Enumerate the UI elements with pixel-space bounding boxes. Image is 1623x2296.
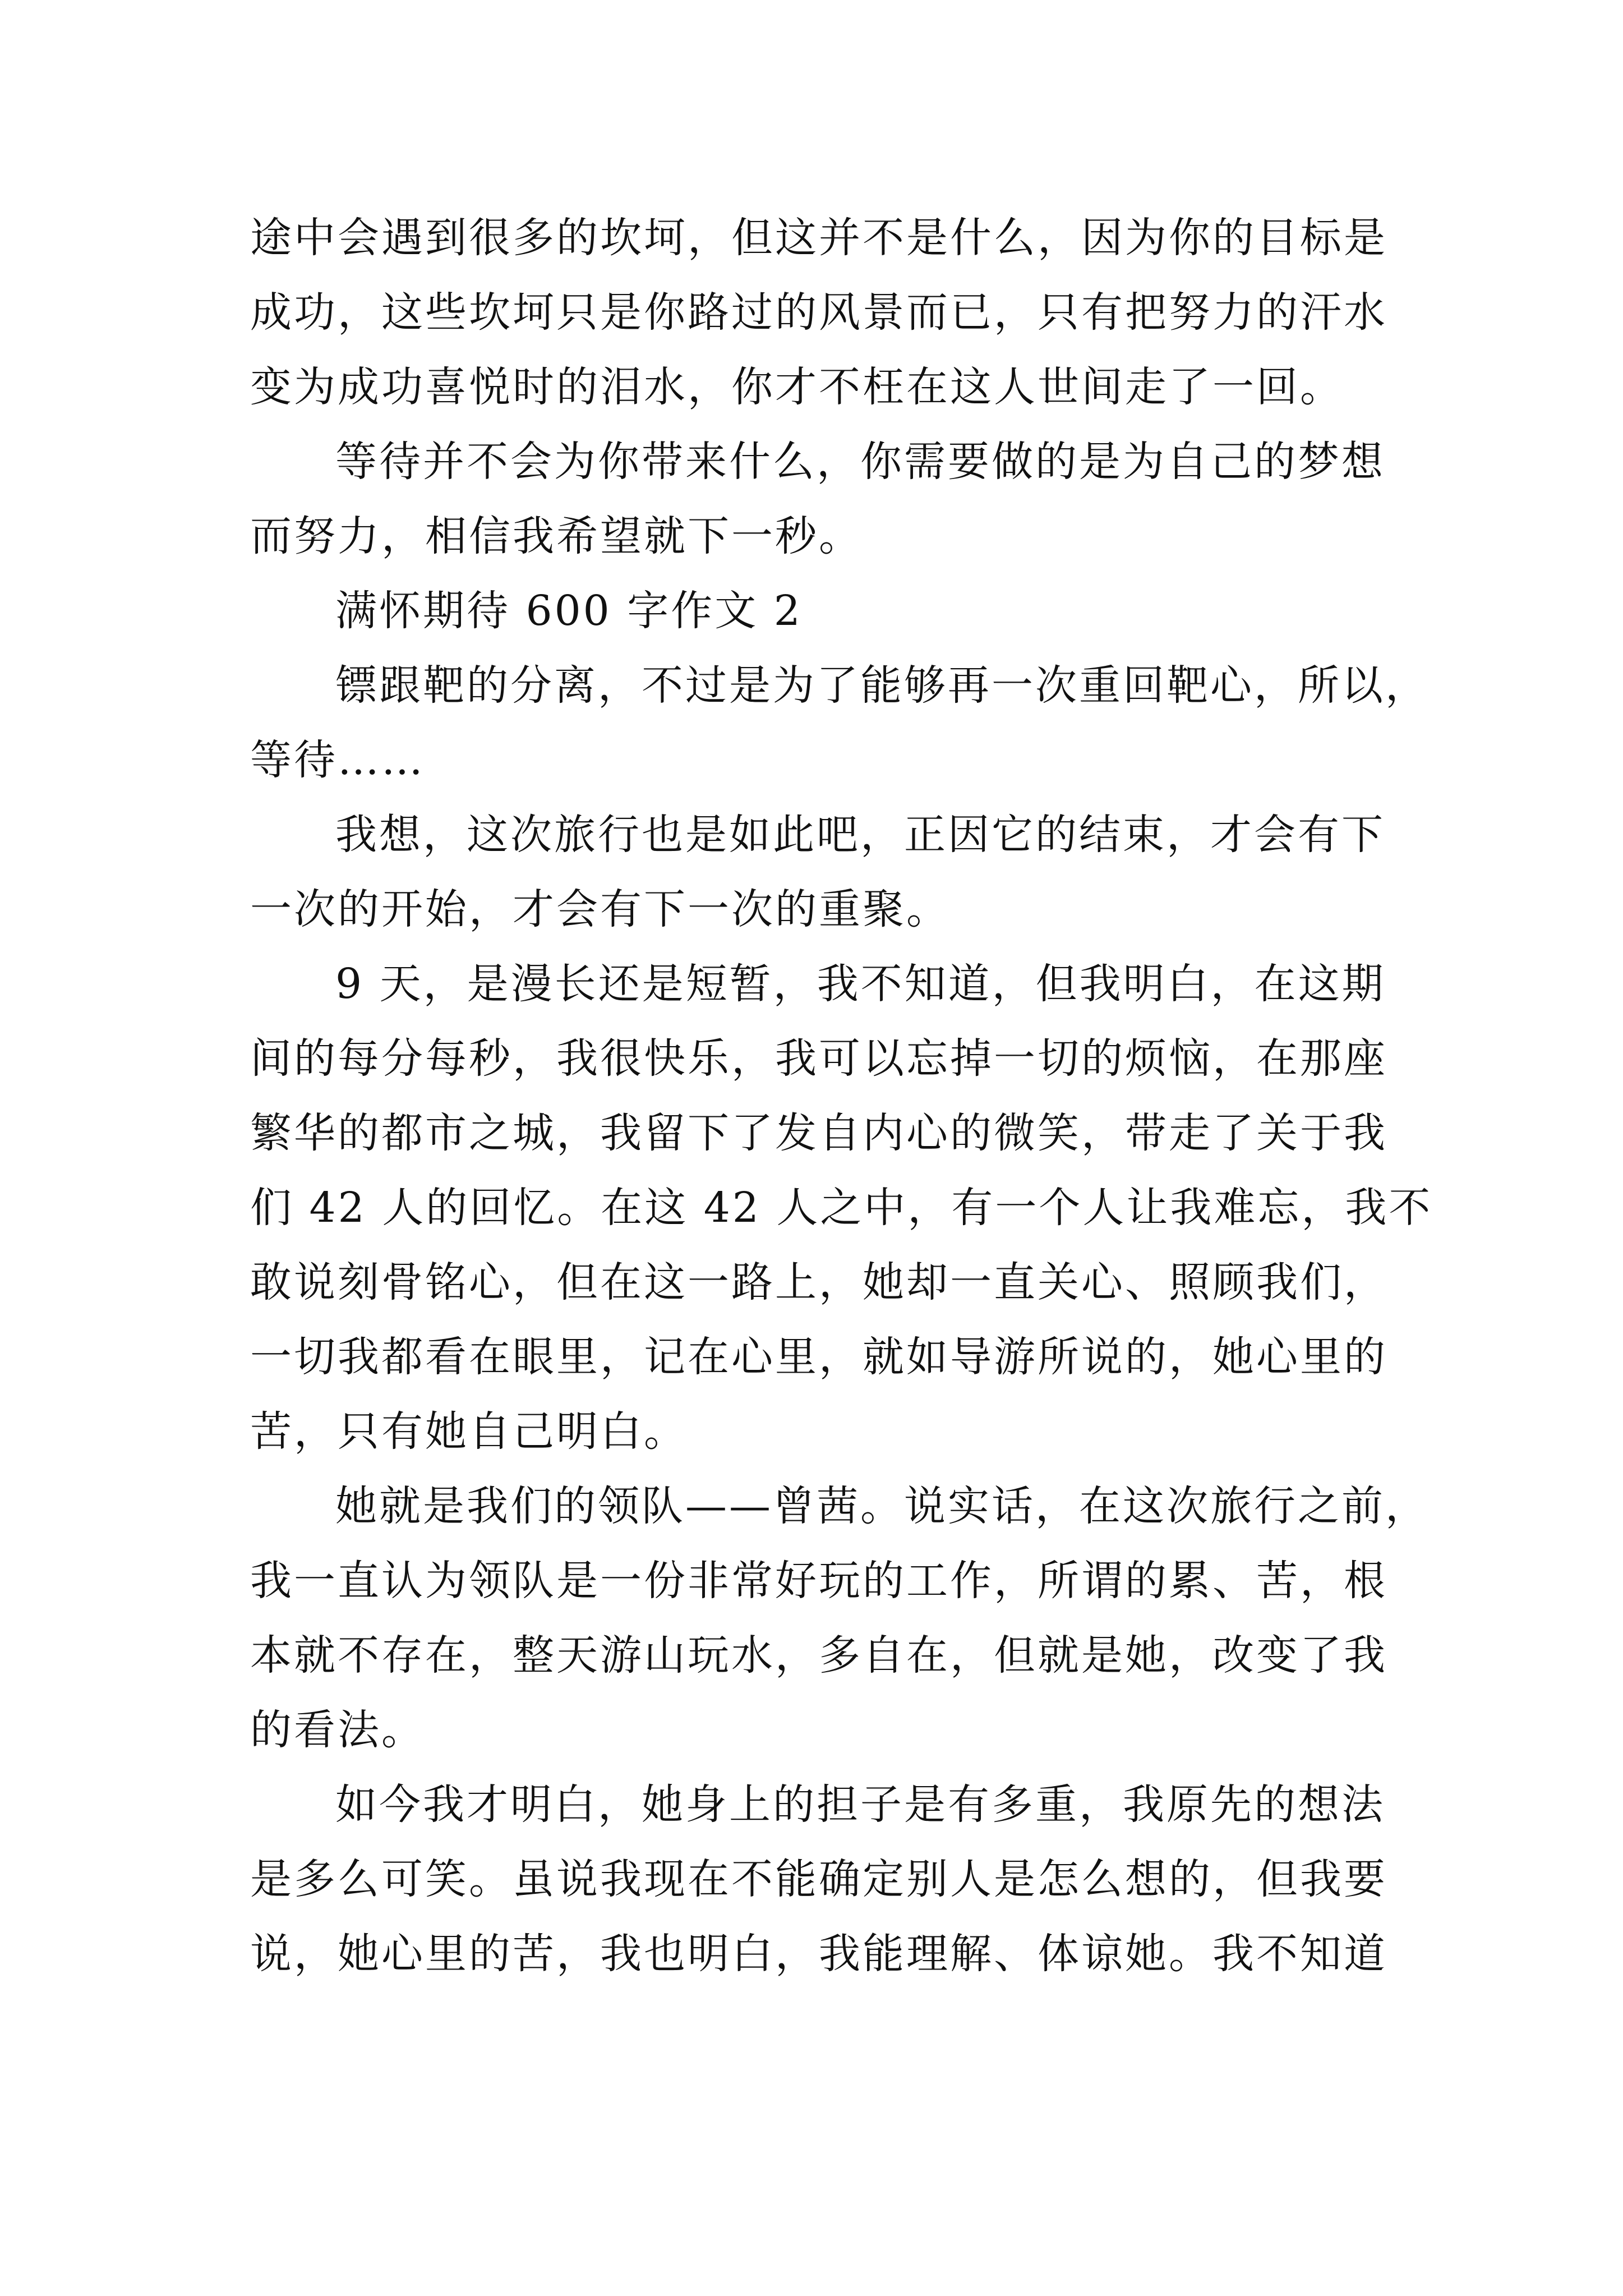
- text-line: 繁华的都市之城，我留下了发自内心的微笑，带走了关于我: [250, 1109, 1387, 1157]
- text-line: 敢说刻骨铭心，但在这一路上，她却一直关心、照顾我们，: [250, 1258, 1387, 1306]
- text-line: 一次的开始，才会有下一次的重聚。: [250, 885, 950, 933]
- paragraph-start-line: 等待并不会为你带来什么，你需要做的是为自己的梦想: [335, 438, 1385, 486]
- text-line: 间的每分每秒，我很快乐，我可以忘掉一切的烦恼，在那座: [250, 1034, 1387, 1083]
- essay-body: [250, 201, 1433, 1991]
- paragraph-start-line: 我想，这次旅行也是如此吧，正因它的结束，才会有下: [335, 811, 1385, 859]
- text-line: 苦，只有她自己明白。: [250, 1407, 688, 1456]
- text-line: 一切我都看在眼里，记在心里，就如导游所说的，她心里的: [250, 1333, 1387, 1381]
- paragraph-start-line: 9 天，是漫长还是短暂，我不知道，但我明白，在这期: [335, 960, 1386, 1008]
- text-line: 本就不存在，整天游山玩水，多自在，但就是她，改变了我: [250, 1631, 1387, 1680]
- text-line: 说，她心里的苦，我也明白，我能理解、体谅她。我不知道: [250, 1930, 1387, 1978]
- paragraph-start-line: 镖跟靶的分离，不过是为了能够再一次重回靶心，所以，: [335, 661, 1429, 710]
- text-line: 成功，这些坎坷只是你路过的风景而已，只有把努力的汗水: [250, 288, 1387, 337]
- text-line: 是多么可笑。虽说我现在不能确定别人是怎么想的，但我要: [250, 1855, 1387, 1903]
- section-heading: 满怀期待 600 字作文 2: [335, 587, 803, 635]
- text-line: 变为成功喜悦时的泪水，你才不枉在这人世间走了一回。: [250, 363, 1344, 411]
- text-line: 们 42 人的回忆。在这 42 人之中，有一个人让我难忘，我不: [250, 1184, 1433, 1232]
- text-line: 我一直认为领队是一份非常好玩的工作，所谓的累、苦，根: [250, 1557, 1387, 1605]
- paragraph-start-line: 她就是我们的领队——曾茜。说实话，在这次旅行之前，: [335, 1482, 1429, 1530]
- text-line: 的看法。: [250, 1706, 425, 1754]
- paragraph-start-line: 如今我才明白，她身上的担子是有多重，我原先的想法: [335, 1780, 1385, 1829]
- text-line: 而努力，相信我希望就下一秒。: [250, 512, 863, 560]
- text-line: 等待……: [250, 736, 425, 784]
- text-line: 途中会遇到很多的坎坷，但这并不是什么，因为你的目标是: [250, 214, 1387, 262]
